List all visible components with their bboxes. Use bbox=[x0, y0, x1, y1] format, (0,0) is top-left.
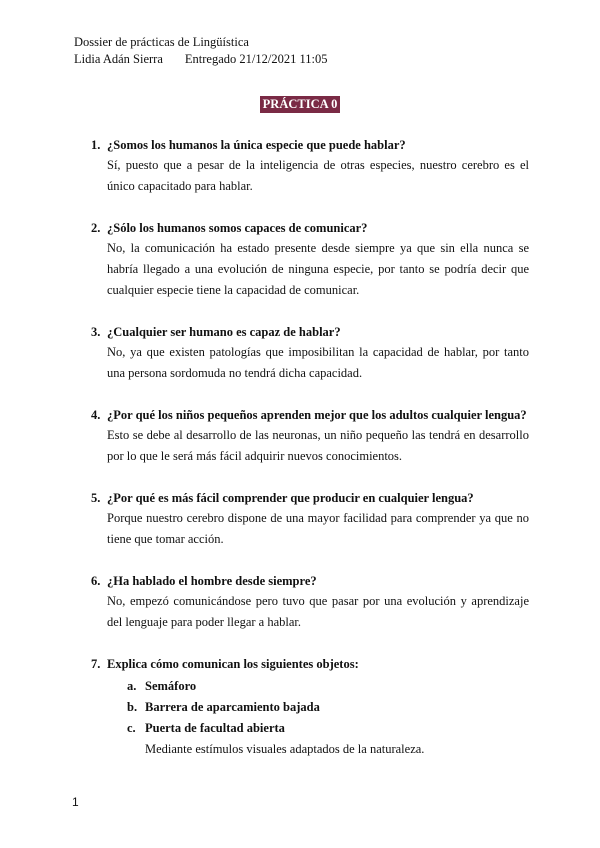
object-item bbox=[127, 718, 529, 739]
answer-text: No, empezó comunicándose pero tuvo que pasar por una evolución y aprendizaje del lenguaje para poder llegar a hablar. bbox=[107, 594, 529, 629]
object-item bbox=[127, 676, 529, 697]
question-number: 2. bbox=[91, 221, 101, 235]
answer-text: Porque nuestro cerebro dispone de una mayor facilidad para comprender ya que no tiene que tomar acción. bbox=[107, 511, 529, 546]
answer-text: No, ya que existen patologías que imposibilitan la capacidad de hablar, por tanto una persona sordomuda no tendrá dicha capacidad. bbox=[107, 345, 529, 380]
object-letter: c. bbox=[127, 721, 136, 735]
question-item bbox=[91, 405, 529, 467]
document-header bbox=[74, 34, 327, 68]
answer-text: Sí, puesto que a pesar de la inteligencia de otras especies, nuestro cerebro es el único capacitado para hablar. bbox=[107, 158, 529, 193]
question-item bbox=[91, 322, 529, 384]
answer-text: Mediante estímulos visuales adaptados de la naturaleza. bbox=[145, 742, 425, 756]
header-title: Dossier de prácticas de Lingüística bbox=[74, 35, 249, 49]
question-item bbox=[91, 571, 529, 633]
question-text: ¿Por qué es más fácil comprender que producir en cualquier lengua? bbox=[107, 491, 474, 505]
question-item bbox=[91, 218, 529, 301]
question-text: Explica cómo comunican los siguientes objetos: bbox=[107, 657, 359, 671]
title-wrap bbox=[0, 95, 600, 113]
question-item bbox=[91, 135, 529, 197]
question-item bbox=[91, 654, 529, 760]
page-title: PRÁCTICA 0 bbox=[260, 96, 341, 113]
header-meta bbox=[74, 51, 327, 68]
object-label: Barrera de aparcamiento bajada bbox=[145, 700, 320, 714]
question-number: 4. bbox=[91, 408, 101, 422]
object-letter: a. bbox=[127, 679, 137, 693]
object-letter: b. bbox=[127, 700, 138, 714]
question-number: 5. bbox=[91, 491, 101, 505]
question-number: 3. bbox=[91, 325, 101, 339]
page-number: 1 bbox=[72, 795, 79, 809]
object-label: Puerta de facultad abierta bbox=[145, 721, 285, 735]
header-delivered: Entregado 21/12/2021 11:05 bbox=[184, 52, 328, 66]
question-text: ¿Ha hablado el hombre desde siempre? bbox=[107, 574, 317, 588]
question-number: 1. bbox=[91, 138, 101, 152]
answer-text: Esto se debe al desarrollo de las neuronas, un niño pequeño las tendrá en desarrollo por lo que le será más fácil adquirir nuevos conocimientos. bbox=[107, 428, 529, 463]
object-label: Semáforo bbox=[145, 679, 197, 693]
answer-text: No, la comunicación ha estado presente desde siempre ya que sin ella nunca se habría llegado a una evolución de ninguna especie, por tanto se podría decir que cualquier especie tiene la capacidad de comunicar. bbox=[107, 241, 529, 297]
question-list bbox=[91, 135, 529, 781]
question-text: ¿Por qué los niños pequeños aprenden mejor que los adultos cualquier lengua? bbox=[107, 408, 527, 422]
question-text: ¿Somos los humanos la única especie que puede hablar? bbox=[107, 138, 406, 152]
header-author: Lidia Adán Sierra bbox=[74, 52, 163, 66]
question-text: ¿Cualquier ser humano es capaz de hablar? bbox=[107, 325, 341, 339]
question-number: 6. bbox=[91, 574, 101, 588]
object-list bbox=[107, 676, 529, 739]
object-item bbox=[127, 697, 529, 718]
question-text: ¿Sólo los humanos somos capaces de comunicar? bbox=[107, 221, 368, 235]
question-number: 7. bbox=[91, 657, 101, 671]
question-item bbox=[91, 488, 529, 550]
